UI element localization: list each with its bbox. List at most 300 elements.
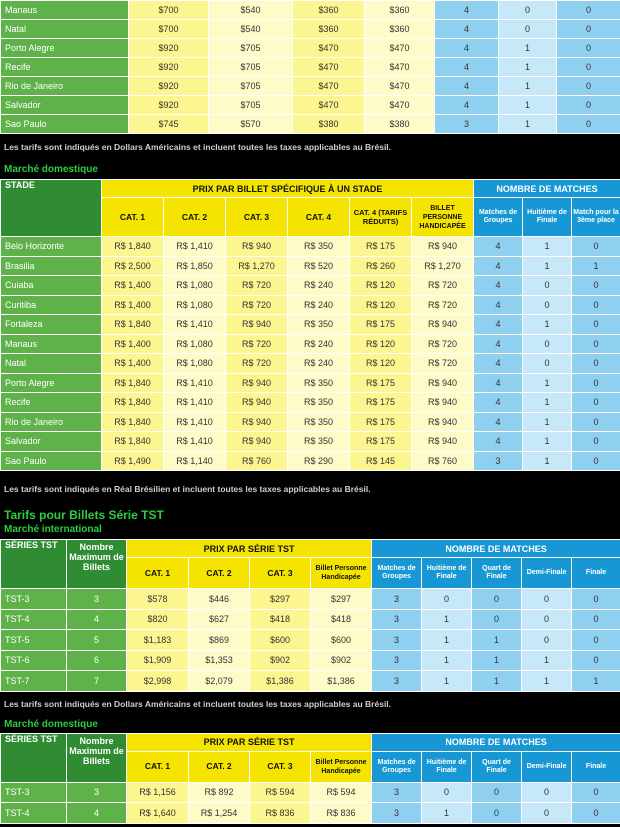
- price-cell: R$ 594: [250, 782, 311, 803]
- price-cell: $418: [250, 609, 311, 630]
- match-count-cell: 1: [422, 609, 472, 630]
- match-count-cell: 0: [522, 630, 572, 651]
- price-cell: R$ 350: [288, 393, 350, 413]
- price-cell: $360: [365, 20, 435, 39]
- match-count-cell: 4: [435, 20, 499, 39]
- usd-note: Les tarifs sont indiqués en Dollars Américains et incluent toutes les taxes applicables au Brésil.: [4, 142, 392, 152]
- price-cell: R$ 1,080: [164, 334, 226, 354]
- city-cell: Fortaleza: [1, 315, 102, 335]
- match-count-cell: 0: [572, 630, 620, 651]
- price-cell: $920: [129, 77, 209, 96]
- match-count-cell: 4: [474, 393, 523, 413]
- price-cell: R$ 720: [226, 354, 288, 374]
- city-cell: Recife: [1, 393, 102, 413]
- price-cell: $578: [127, 589, 189, 610]
- city-cell: Natal: [1, 20, 129, 39]
- match-count-cell: 1: [523, 256, 572, 276]
- match-count-cell: 4: [435, 96, 499, 115]
- price-cell: R$ 1,400: [102, 295, 164, 315]
- price-cell: $470: [365, 39, 435, 58]
- dom-match-group-header: NOMBRE DE MATCHES: [372, 733, 620, 751]
- price-cell: $470: [293, 39, 365, 58]
- price-cell: $470: [293, 96, 365, 115]
- price-cell: $920: [129, 96, 209, 115]
- price-cell: $745: [129, 115, 209, 134]
- series-cell: TST-5: [1, 630, 67, 651]
- price-cell: R$ 350: [288, 432, 350, 452]
- match-count-cell: 0: [572, 393, 620, 413]
- match-count-cell: 1: [422, 650, 472, 671]
- series-header: SÉRIES TST: [1, 540, 67, 589]
- match-count-cell: 4: [474, 354, 523, 374]
- table-row: [1, 354, 620, 374]
- match-count-cell: 4: [435, 58, 499, 77]
- match-count-cell: 0: [572, 237, 620, 257]
- price-cell: R$ 720: [226, 334, 288, 354]
- price-cell: $470: [365, 77, 435, 96]
- price-cell: R$ 1,400: [102, 354, 164, 374]
- match-count-cell: 3: [474, 451, 523, 471]
- table-row: [1, 276, 620, 296]
- table-row: [1, 295, 620, 315]
- price-cell: R$ 350: [288, 237, 350, 257]
- match-count-cell: 3: [372, 671, 422, 692]
- price-cell: R$ 1,270: [412, 256, 474, 276]
- match-count-cell: 0: [572, 803, 620, 824]
- price-cell: R$ 940: [226, 432, 288, 452]
- price-cell: $1,183: [127, 630, 189, 651]
- price-cell: $700: [129, 1, 209, 20]
- price-cell: $1,386: [250, 671, 311, 692]
- dom-semi-header: Demi-Finale: [522, 751, 572, 782]
- city-cell: Curitiba: [1, 295, 102, 315]
- dom-quarter-header: Quart de Finale: [472, 751, 522, 782]
- series-cell: TST-3: [1, 782, 67, 803]
- tst-cat3-header: CAT. 3: [250, 558, 311, 589]
- price-cell: $920: [129, 58, 209, 77]
- price-cell: R$ 260: [350, 256, 412, 276]
- match-count-cell: 3: [372, 609, 422, 630]
- table-row: [1, 589, 620, 610]
- match-count-cell: 1: [522, 650, 572, 671]
- price-cell: $470: [293, 77, 365, 96]
- price-cell: R$ 350: [288, 373, 350, 393]
- price-cell: R$ 940: [412, 412, 474, 432]
- city-cell: Rio de Janeiro: [1, 77, 129, 96]
- match-count-cell: 1: [472, 650, 522, 671]
- match-count-cell: 0: [522, 782, 572, 803]
- handicap-header: BILLET PERSONNE HANDICAPÉE: [412, 198, 474, 237]
- price-cell: R$ 1,400: [102, 276, 164, 296]
- match-count-cell: 0: [572, 589, 620, 610]
- match-count-cell: 1: [523, 393, 572, 413]
- match-count-cell: 0: [557, 1, 620, 20]
- tst-cat1-header: CAT. 1: [127, 558, 189, 589]
- price-cell: R$ 940: [226, 393, 288, 413]
- price-cell: R$ 1,400: [102, 334, 164, 354]
- international-title: Marché international: [4, 524, 102, 535]
- dom-cat3-header: CAT. 3: [250, 751, 311, 782]
- match-count-cell: 3: [372, 589, 422, 610]
- price-cell: R$ 720: [226, 276, 288, 296]
- tst-cat2-header: CAT. 2: [189, 558, 250, 589]
- match-count-cell: 1: [422, 803, 472, 824]
- tst-round16-header: Huitième de Finale: [422, 558, 472, 589]
- domestic-title: Marché domestique: [4, 164, 98, 175]
- price-cell: $705: [209, 39, 293, 58]
- match-count-cell: 0: [557, 77, 620, 96]
- match-count-cell: 0: [522, 609, 572, 630]
- price-cell: R$ 720: [412, 295, 474, 315]
- max-tickets-cell: 6: [67, 650, 127, 671]
- price-cell: $297: [311, 589, 372, 610]
- city-cell: Natal: [1, 354, 102, 374]
- price-cell: $705: [209, 58, 293, 77]
- price-cell: $2,079: [189, 671, 250, 692]
- price-cell: R$ 1,840: [102, 432, 164, 452]
- match-count-cell: 0: [522, 803, 572, 824]
- match-count-cell: 1: [523, 451, 572, 471]
- price-cell: $540: [209, 20, 293, 39]
- price-cell: $570: [209, 115, 293, 134]
- series-cell: TST-7: [1, 671, 67, 692]
- price-cell: $470: [365, 96, 435, 115]
- match-count-cell: 4: [474, 276, 523, 296]
- match-count-cell: 4: [435, 39, 499, 58]
- round16-header: Huitième de Finale: [523, 198, 572, 237]
- dom-final-header: Finale: [572, 751, 620, 782]
- table-row: [1, 115, 620, 134]
- price-cell: $705: [209, 96, 293, 115]
- price-cell: R$ 175: [350, 412, 412, 432]
- price-cell: $1,909: [127, 650, 189, 671]
- match-count-cell: 0: [557, 20, 620, 39]
- price-cell: $380: [293, 115, 365, 134]
- tst-handicap-header: Billet Personne Handicapée: [311, 558, 372, 589]
- price-cell: R$ 940: [412, 237, 474, 257]
- match-count-cell: 1: [472, 671, 522, 692]
- max-tickets-cell: 4: [67, 803, 127, 824]
- price-cell: R$ 940: [412, 432, 474, 452]
- table-row: [1, 432, 620, 452]
- dom-cat2-header: CAT. 2: [189, 751, 250, 782]
- price-cell: $418: [311, 609, 372, 630]
- price-cell: R$ 1,640: [127, 803, 189, 824]
- tst-domestic-table: [0, 733, 620, 824]
- match-count-cell: 1: [522, 671, 572, 692]
- cat4-header: CAT. 4: [288, 198, 350, 237]
- city-cell: Sao Paulo: [1, 115, 129, 134]
- price-cell: R$ 120: [350, 295, 412, 315]
- match-count-cell: 1: [472, 630, 522, 651]
- price-cell: R$ 240: [288, 295, 350, 315]
- match-count-cell: 4: [474, 237, 523, 257]
- price-cell: R$ 720: [412, 334, 474, 354]
- price-cell: R$ 940: [412, 393, 474, 413]
- match-count-cell: 0: [472, 782, 522, 803]
- match-count-cell: 0: [572, 373, 620, 393]
- price-cell: $446: [189, 589, 250, 610]
- price-cell: $600: [311, 630, 372, 651]
- match-count-cell: 0: [572, 276, 620, 296]
- city-cell: Porto Alegre: [1, 373, 102, 393]
- price-cell: R$ 940: [412, 373, 474, 393]
- dom-cat1-header: CAT. 1: [127, 751, 189, 782]
- price-cell: R$ 120: [350, 276, 412, 296]
- cat4-reduced-header: CAT. 4 (TARIFS RÉDUITS): [350, 198, 412, 237]
- price-cell: $869: [189, 630, 250, 651]
- price-cell: R$ 240: [288, 354, 350, 374]
- price-cell: R$ 1,410: [164, 315, 226, 335]
- price-cell: R$ 1,410: [164, 412, 226, 432]
- match-count-cell: 1: [523, 315, 572, 335]
- match-count-cell: 0: [572, 412, 620, 432]
- price-cell: $820: [127, 609, 189, 630]
- max-tickets-cell: 4: [67, 609, 127, 630]
- match-group-header: NOMBRE DE MATCHES: [474, 180, 620, 198]
- price-cell: $297: [250, 589, 311, 610]
- match-count-cell: 1: [572, 256, 620, 276]
- match-count-cell: 0: [572, 295, 620, 315]
- match-count-cell: 1: [499, 58, 557, 77]
- price-cell: R$ 1,410: [164, 373, 226, 393]
- price-cell: R$ 1,140: [164, 451, 226, 471]
- price-cell: R$ 1,490: [102, 451, 164, 471]
- match-count-cell: 4: [474, 315, 523, 335]
- price-cell: $380: [365, 115, 435, 134]
- max-tickets-cell: 3: [67, 589, 127, 610]
- price-cell: R$ 175: [350, 393, 412, 413]
- tst-domestic-title: Marché domestique: [4, 718, 98, 730]
- match-count-cell: 3: [372, 803, 422, 824]
- price-cell: $902: [311, 650, 372, 671]
- price-cell: $1,353: [189, 650, 250, 671]
- price-cell: $705: [209, 77, 293, 96]
- table-row: [1, 1, 620, 20]
- match-count-cell: 0: [572, 334, 620, 354]
- price-cell: R$ 520: [288, 256, 350, 276]
- price-cell: R$ 940: [226, 315, 288, 335]
- dom-max-tickets-header: Nombre Maximum de Billets: [67, 733, 127, 782]
- price-cell: R$ 1,410: [164, 393, 226, 413]
- dom-round16-header: Huitième de Finale: [422, 751, 472, 782]
- price-cell: R$ 120: [350, 334, 412, 354]
- price-cell: $360: [293, 1, 365, 20]
- price-cell: R$ 240: [288, 276, 350, 296]
- price-cell: R$ 240: [288, 334, 350, 354]
- match-count-cell: 3: [372, 630, 422, 651]
- tst-match-group-header: NOMBRE DE MATCHES: [372, 540, 620, 558]
- match-count-cell: 0: [523, 295, 572, 315]
- group-matches-header: Matches de Groupes: [474, 198, 523, 237]
- match-count-cell: 0: [422, 782, 472, 803]
- table-row: [1, 393, 620, 413]
- match-count-cell: 0: [499, 20, 557, 39]
- price-cell: R$ 175: [350, 432, 412, 452]
- match-count-cell: 1: [523, 373, 572, 393]
- price-cell: R$ 1,840: [102, 393, 164, 413]
- price-cell: R$ 940: [226, 237, 288, 257]
- match-count-cell: 3: [372, 650, 422, 671]
- match-count-cell: 4: [474, 295, 523, 315]
- match-count-cell: 0: [523, 276, 572, 296]
- price-cell: R$ 760: [226, 451, 288, 471]
- price-cell: $470: [365, 58, 435, 77]
- match-count-cell: 1: [523, 237, 572, 257]
- match-count-cell: 0: [523, 354, 572, 374]
- match-count-cell: 1: [523, 412, 572, 432]
- match-count-cell: 4: [435, 77, 499, 96]
- table-row: [1, 412, 620, 432]
- match-count-cell: 1: [499, 96, 557, 115]
- match-count-cell: 4: [474, 373, 523, 393]
- match-count-cell: 0: [472, 803, 522, 824]
- match-count-cell: 4: [435, 1, 499, 20]
- price-cell: R$ 175: [350, 237, 412, 257]
- series-cell: TST-3: [1, 589, 67, 610]
- match-count-cell: 0: [557, 39, 620, 58]
- match-count-cell: 3: [372, 782, 422, 803]
- match-count-cell: 1: [572, 671, 620, 692]
- table-row: [1, 609, 620, 630]
- city-cell: Salvador: [1, 96, 129, 115]
- price-cell: R$ 2,500: [102, 256, 164, 276]
- cat2-header: CAT. 2: [164, 198, 226, 237]
- price-cell: R$ 720: [412, 354, 474, 374]
- city-cell: Brasilia: [1, 256, 102, 276]
- tst-group-header: Matches de Groupes: [372, 558, 422, 589]
- match-count-cell: 0: [572, 354, 620, 374]
- price-cell: $360: [365, 1, 435, 20]
- match-count-cell: 4: [474, 334, 523, 354]
- dom-handicap-header: Billet Personne Handicapée: [311, 751, 372, 782]
- match-count-cell: 4: [474, 256, 523, 276]
- match-count-cell: 1: [499, 115, 557, 134]
- table-row: [1, 58, 620, 77]
- tst-usd-note: Les tarifs sont indiqués en Dollars Américains et incluent toutes les taxes applicables au Brésil.: [4, 698, 392, 709]
- dom-group-header: Matches de Groupes: [372, 751, 422, 782]
- price-cell: R$ 1,410: [164, 237, 226, 257]
- price-cell: $627: [189, 609, 250, 630]
- match-count-cell: 4: [474, 432, 523, 452]
- price-cell: R$ 1,840: [102, 315, 164, 335]
- cat1-header: CAT. 1: [102, 198, 164, 237]
- match-count-cell: 3: [435, 115, 499, 134]
- price-cell: R$ 892: [189, 782, 250, 803]
- price-cell: R$ 120: [350, 354, 412, 374]
- price-cell: R$ 1,080: [164, 354, 226, 374]
- price-cell: R$ 350: [288, 315, 350, 335]
- city-cell: Manaus: [1, 1, 129, 20]
- table-row: [1, 650, 620, 671]
- stade-header: STADE: [1, 180, 102, 237]
- match-count-cell: 0: [472, 609, 522, 630]
- price-cell: R$ 1,850: [164, 256, 226, 276]
- dom-series-header: SÉRIES TST: [1, 733, 67, 782]
- match-count-cell: 0: [572, 451, 620, 471]
- match-count-cell: 0: [557, 115, 620, 134]
- price-cell: R$ 175: [350, 315, 412, 335]
- city-cell: Rio de Janeiro: [1, 412, 102, 432]
- match-count-cell: 0: [572, 782, 620, 803]
- match-count-cell: 1: [422, 671, 472, 692]
- table-row: [1, 782, 620, 803]
- dom-price-group-header: PRIX PAR SÉRIE TST: [127, 733, 372, 751]
- price-cell: R$ 1,840: [102, 412, 164, 432]
- max-tickets-cell: 3: [67, 782, 127, 803]
- price-group-header: PRIX PAR BILLET SPÉCIFIQUE À UN STADE: [102, 180, 474, 198]
- match-count-cell: 1: [422, 630, 472, 651]
- match-count-cell: 1: [523, 432, 572, 452]
- price-cell: $1,386: [311, 671, 372, 692]
- match-count-cell: 0: [572, 432, 620, 452]
- table-row: [1, 39, 620, 58]
- brl-note: Les tarifs sont indiqués en Réal Brésilien et incluent toutes les taxes applicables au Brésil.: [4, 484, 371, 494]
- city-cell: Porto Alegre: [1, 39, 129, 58]
- price-cell: R$ 350: [288, 412, 350, 432]
- tst-international-table: [0, 539, 620, 692]
- match-count-cell: 0: [572, 315, 620, 335]
- price-cell: $920: [129, 39, 209, 58]
- match-count-cell: 0: [572, 609, 620, 630]
- tst-semi-header: Demi-Finale: [522, 558, 572, 589]
- tst-price-group-header: PRIX PAR SÉRIE TST: [127, 540, 372, 558]
- table-row: [1, 237, 620, 257]
- price-cell: $600: [250, 630, 311, 651]
- cat3-header: CAT. 3: [226, 198, 288, 237]
- price-cell: R$ 760: [412, 451, 474, 471]
- match-count-cell: 1: [499, 39, 557, 58]
- price-cell: R$ 720: [226, 295, 288, 315]
- price-cell: R$ 836: [250, 803, 311, 824]
- domestic-stadium-table: [0, 179, 620, 471]
- price-cell: R$ 836: [311, 803, 372, 824]
- match-count-cell: 0: [523, 334, 572, 354]
- price-cell: R$ 940: [226, 373, 288, 393]
- price-cell: R$ 1,080: [164, 276, 226, 296]
- price-cell: R$ 290: [288, 451, 350, 471]
- price-cell: $2,998: [127, 671, 189, 692]
- table-row: [1, 256, 620, 276]
- max-tickets-cell: 5: [67, 630, 127, 651]
- match-count-cell: 0: [472, 589, 522, 610]
- city-cell: Recife: [1, 58, 129, 77]
- city-cell: Cuiaba: [1, 276, 102, 296]
- city-cell: Manaus: [1, 334, 102, 354]
- tst-quarter-header: Quart de Finale: [472, 558, 522, 589]
- price-cell: $470: [293, 58, 365, 77]
- table-row: [1, 671, 620, 692]
- match-count-cell: 0: [557, 96, 620, 115]
- match-count-cell: 0: [522, 589, 572, 610]
- match-count-cell: 0: [557, 58, 620, 77]
- price-cell: $700: [129, 20, 209, 39]
- series-cell: TST-4: [1, 803, 67, 824]
- max-tickets-cell: 7: [67, 671, 127, 692]
- table-row: [1, 630, 620, 651]
- table-row: [1, 77, 620, 96]
- price-cell: R$ 1,080: [164, 295, 226, 315]
- tst-final-header: Finale: [572, 558, 620, 589]
- price-cell: R$ 1,254: [189, 803, 250, 824]
- price-cell: R$ 594: [311, 782, 372, 803]
- third-place-header: Match pour la 3ème place: [572, 198, 620, 237]
- price-cell: R$ 940: [226, 412, 288, 432]
- table-row: [1, 803, 620, 824]
- series-cell: TST-6: [1, 650, 67, 671]
- city-cell: Sao Paulo: [1, 451, 102, 471]
- price-cell: R$ 1,156: [127, 782, 189, 803]
